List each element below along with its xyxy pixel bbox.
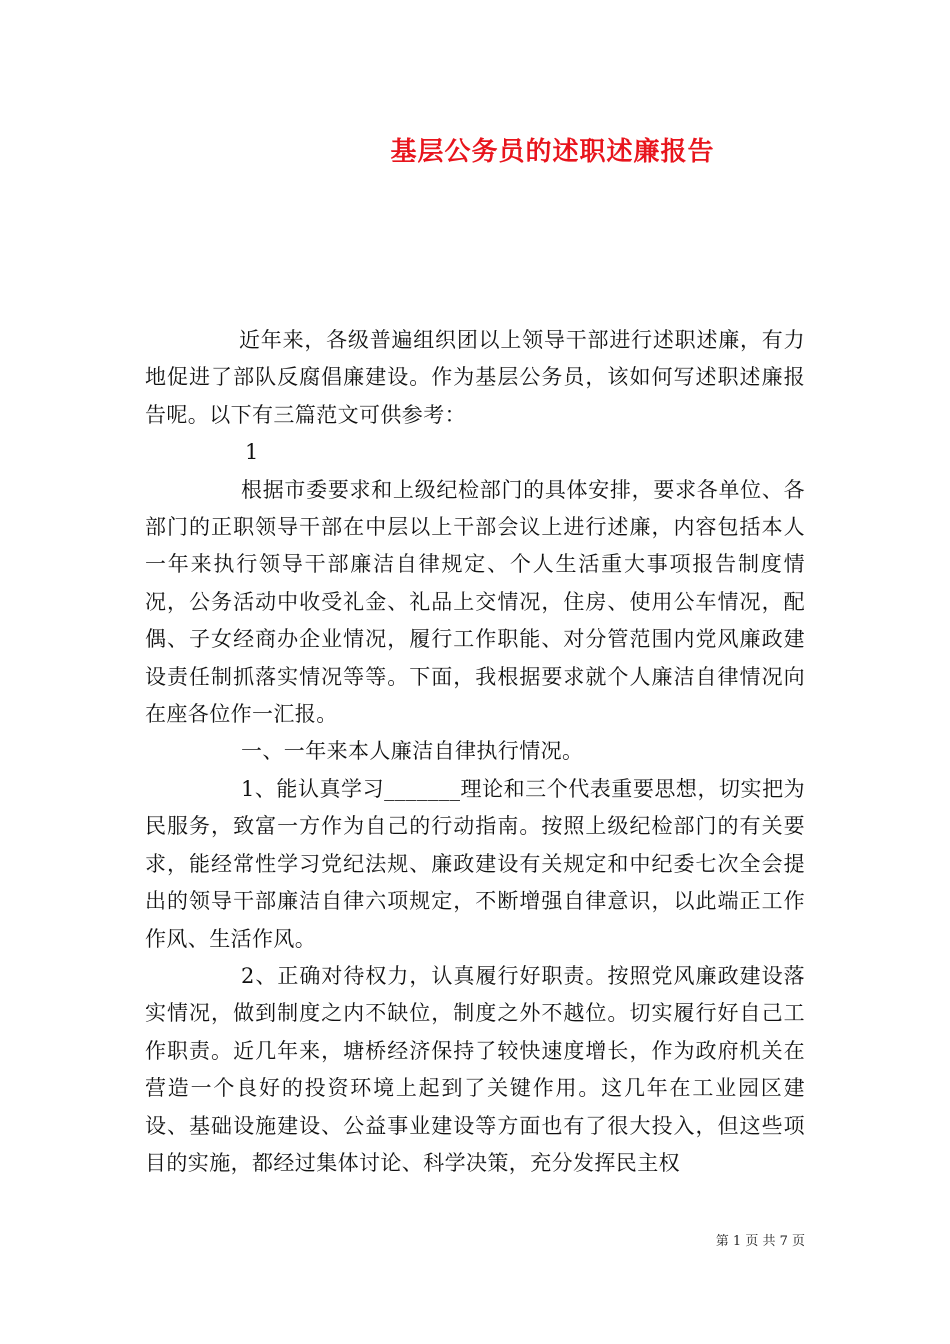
intro-paragraph: 近年来，各级普遍组织团以上领导干部进行述职述廉，有力地促进了部队反腐倡廉建设。作为基层公务员，该如何写述职述廉报告呢。以下有三篇范文可供参考： [145,328,805,427]
document-body [145,322,805,1182]
sample-number: 1 [245,440,259,465]
section-heading: 一、一年来本人廉洁自律执行情况。 [241,739,584,764]
paragraph-item-1: 1、能认真学习_______理论和三个代表重要思想，切实把为民服务，致富一方作为自己的行动指南。按照上级纪检部门的有关要求，能经常性学习党纪法规、廉政建设有关规定和中纪委七次全会提出的领导干部廉洁自律六项规定，不断增强自律意识，以此端正工作作风、生活作风。 [145,776,805,951]
page-indicator: 第 1 页 共 7 页 [715,1234,805,1249]
paragraph-background: 根据市委要求和上级纪检部门的具体安排，要求各单位、各部门的正职领导干部在中层以上干部会议上进行述廉，内容包括本人一年来执行领导干部廉洁自律规定、个人生活重大事项报告制度情况，公务活动中收受礼金、礼品上交情况，住房、使用公车情况，配偶、子女经商办企业情况，履行工作职能、对分管范围内党风廉政建设责任制抓落实情况等等。下面，我根据要求就个人廉洁自律情况向在座各位作一汇报。 [145,477,805,727]
document-title: 基层公务员的述职述廉报告 [390,137,715,167]
paragraph-item-2: 2、正确对待权力，认真履行好职责。按照党风廉政建设落实情况，做到制度之内不缺位，制度之外不越位。切实履行好自己工作职责。近几年来，塘桥经济保持了较快速度增长，作为政府机关在营造一个良好的投资环境上起到了关键作用。这几年在工业园区建设、基础设施建设、公益事业建设等方面也有了很大投入，但这些项目的实施，都经过集体讨论、科学决策，充分发挥民主权 [145,963,805,1175]
